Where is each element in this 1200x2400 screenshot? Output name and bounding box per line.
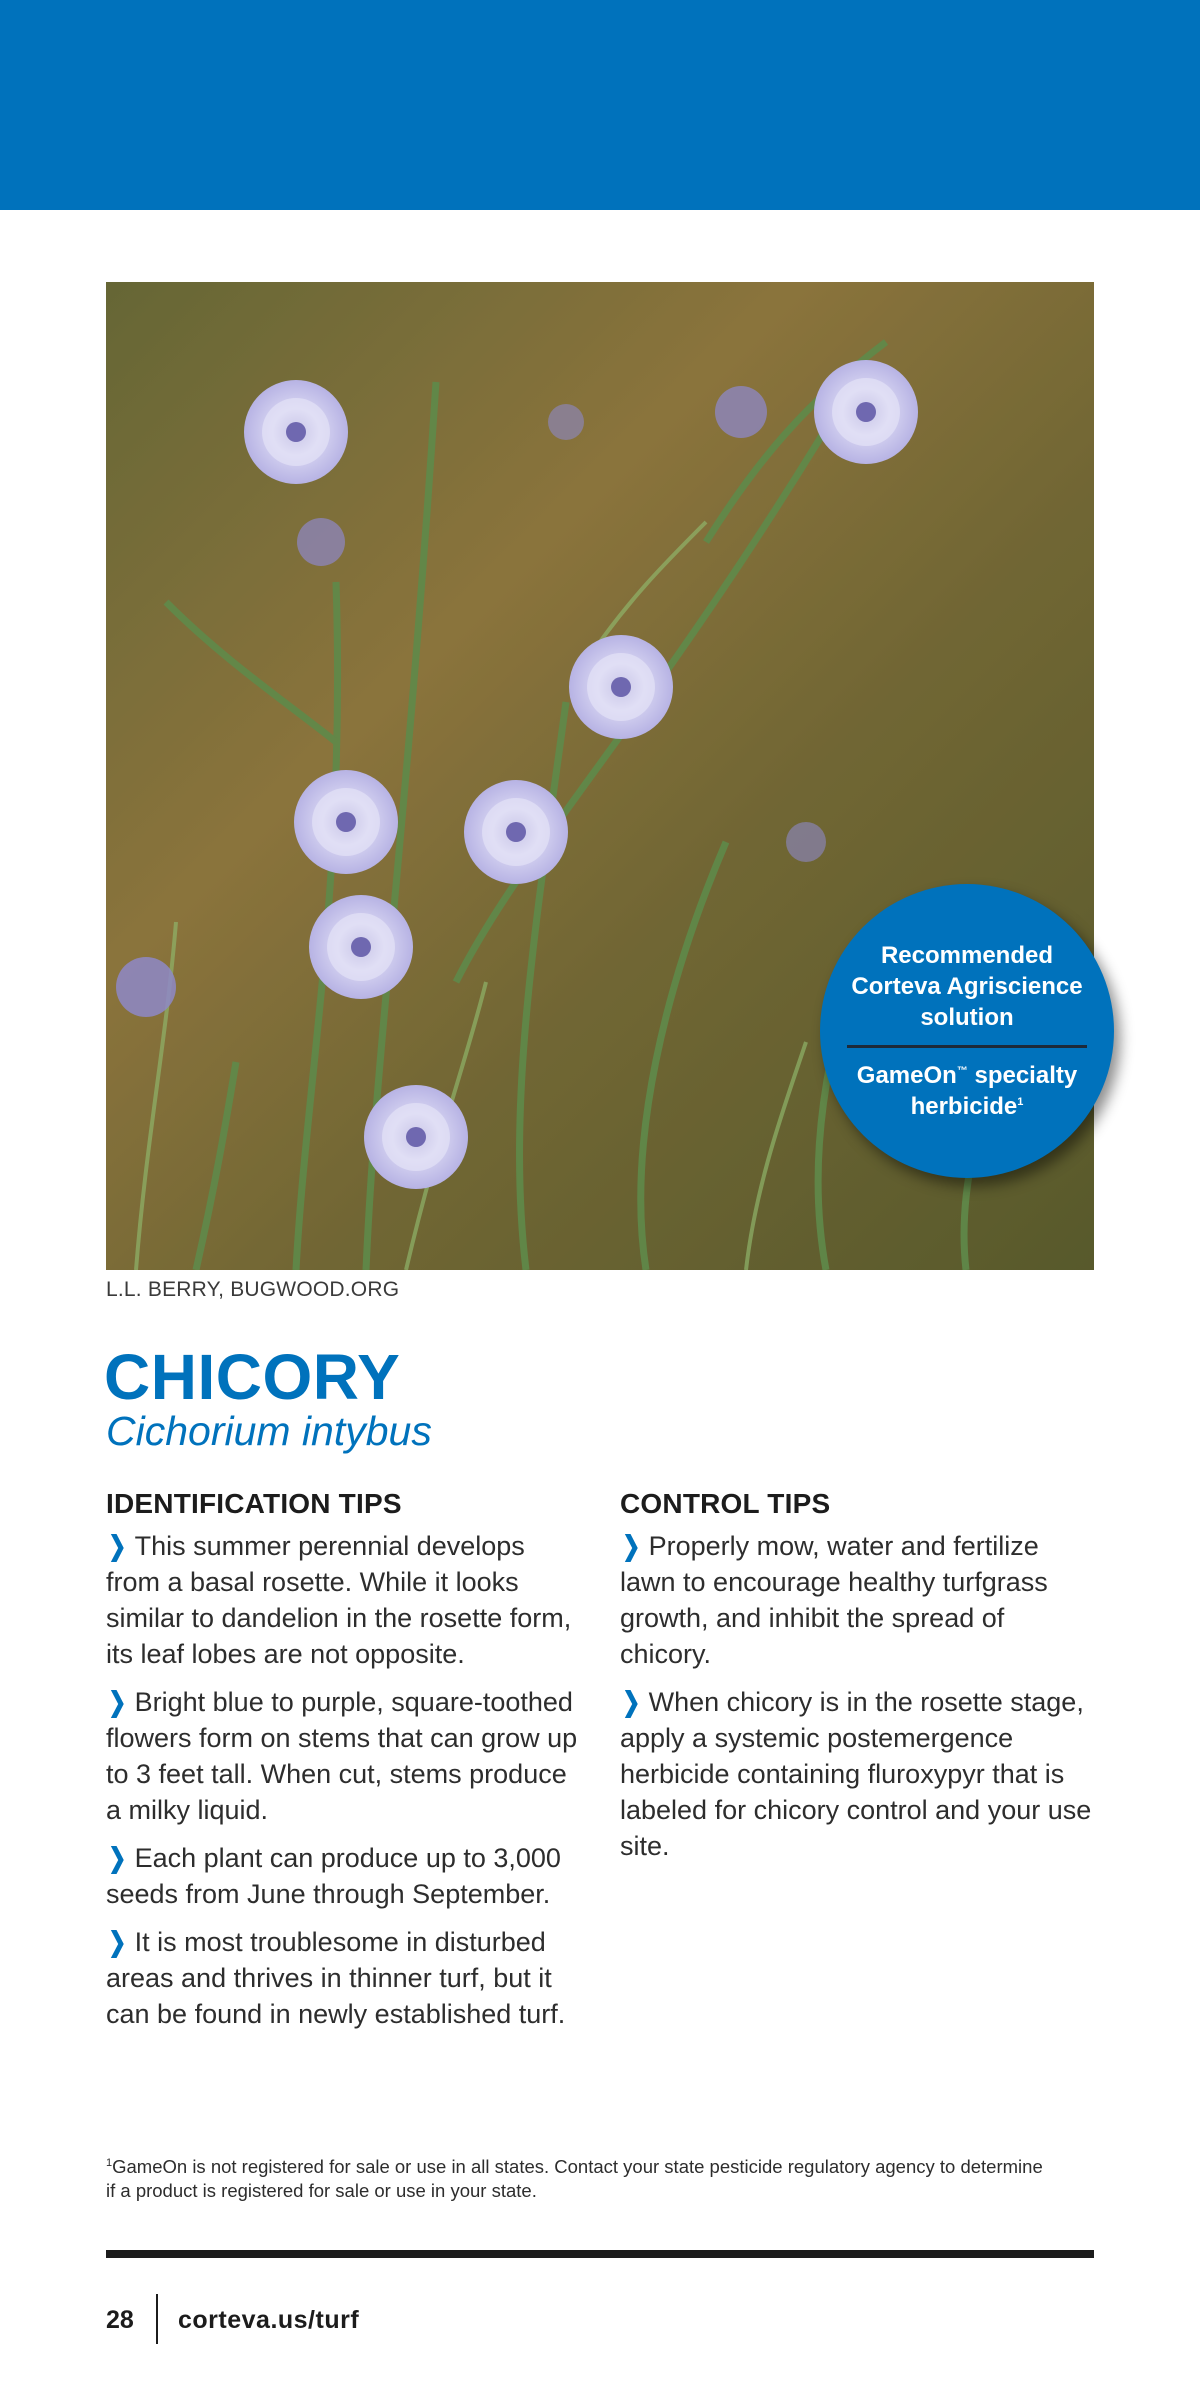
- chevron-right-icon: ❯: [622, 1531, 641, 1561]
- tip-text: It is most troublesome in disturbed areas and thrives in thinner turf, but it can be found in newly established turf.: [106, 1927, 566, 2029]
- footnote-mark: 1: [106, 2156, 113, 2169]
- page-title: CHICORY: [104, 1341, 401, 1413]
- tip-text: Each plant can produce up to 3,000 seeds from June through September.: [106, 1843, 561, 1909]
- chevron-right-icon: ❯: [622, 1687, 641, 1717]
- photo-credit: L.L. BERRY, BUGWOOD.ORG: [106, 1278, 400, 1301]
- identification-tip: [106, 1684, 586, 1828]
- page-number: 28: [106, 2306, 134, 2334]
- chevron-right-icon: ❯: [108, 1843, 127, 1873]
- footnote-text: GameOn is not registered for sale or use in all states. Contact your state pesticide regulatory agency to determine if a product is registered for sale or use in your state.: [106, 2156, 1043, 2201]
- tip-text: Properly mow, water and fertilize lawn to encourage healthy turfgrass growth, and inhibit the spread of chicory.: [620, 1531, 1048, 1669]
- badge-divider: [847, 1045, 1087, 1048]
- identification-heading: IDENTIFICATION TIPS: [106, 1488, 402, 1519]
- latin-name: Cichorium intybus: [106, 1408, 432, 1454]
- chevron-right-icon: ❯: [108, 1531, 127, 1561]
- badge-product-name: GameOn: [856, 1062, 957, 1089]
- chevron-right-icon: ❯: [108, 1927, 127, 1957]
- badge-product: [837, 1060, 1097, 1122]
- recommended-solution-badge: [820, 884, 1114, 1178]
- footer-divider: [156, 2294, 158, 2344]
- badge-heading: Recommended Corteva Agriscience solution: [851, 942, 1083, 1031]
- control-tips-section: [620, 1488, 1100, 1876]
- identification-tips-section: [106, 1488, 586, 2044]
- footer-rule: [106, 2250, 1094, 2258]
- badge-trademark: ™: [956, 1065, 968, 1077]
- identification-tip: [106, 1840, 586, 1912]
- tip-text: This summer perennial develops from a basal rosette. While it looks similar to dandelion in the rosette form, its leaf lobes are not opposite.: [106, 1531, 572, 1669]
- badge-product-rest: specialty herbicide: [910, 1062, 1078, 1120]
- control-heading: CONTROL TIPS: [620, 1488, 831, 1519]
- tip-text: When chicory is in the rosette stage, apply a systemic postemergence herbicide containing fluroxypyr that is labeled for chicory control and your use site.: [620, 1687, 1092, 1861]
- badge-footnote-mark: 1: [1017, 1096, 1024, 1108]
- chevron-right-icon: ❯: [108, 1687, 127, 1717]
- footer-url-link[interactable]: corteva.us/turf: [178, 2306, 360, 2334]
- footnote: [106, 2155, 1046, 2203]
- control-tip: [620, 1684, 1100, 1864]
- control-tip: [620, 1528, 1100, 1672]
- tip-text: Bright blue to purple, square-toothed flowers form on stems that can grow up to 3 feet tall. When cut, stems produce a milky liquid.: [106, 1687, 578, 1825]
- identification-tip: [106, 1924, 586, 2032]
- header-band: [0, 0, 1200, 210]
- identification-tip: [106, 1528, 586, 1672]
